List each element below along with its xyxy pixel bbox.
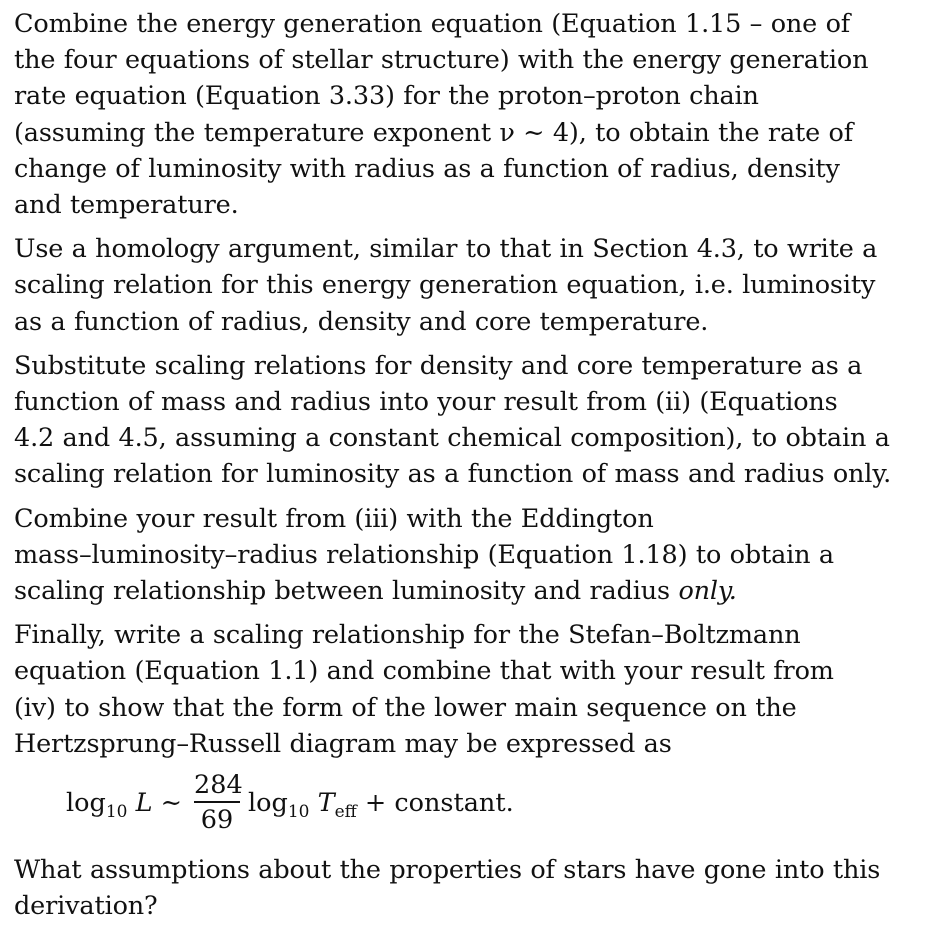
text-line: 4.2 and 4.5, assuming a constant chemical composition), to obtain a (14, 423, 890, 454)
log-base: 10 (287, 802, 310, 823)
fraction-numerator: 284 (194, 770, 243, 801)
text-line: Combine your result from (iii) with the Eddington (14, 503, 654, 534)
fraction (194, 770, 243, 835)
text-line: Hertzsprung–Russell diagram may be expressed as (14, 728, 672, 759)
text-line: derivation? (14, 891, 158, 922)
text-line: as a function of radius, density and core temperature. (14, 306, 709, 337)
final-question (14, 852, 914, 924)
emphasis-only: only. (678, 576, 737, 607)
paragraph-step-v (14, 617, 914, 762)
text-line (14, 573, 914, 609)
log-function: log (248, 788, 288, 819)
scaling-symbol: ∼ (160, 788, 183, 819)
equation-lhs (66, 788, 182, 822)
text-line: (iv) to show that the form of the lower main sequence on the (14, 692, 797, 723)
log-function: log (66, 788, 106, 819)
text-line: change of luminosity with radius as a function of radius, density (14, 153, 840, 184)
text-line: Substitute scaling relations for density and core temperature as a (14, 350, 863, 381)
text-line: Use a homology argument, similar to that in Section 4.3, to write a (14, 234, 878, 265)
temperature-subscript: eff (334, 802, 357, 823)
text-line: scaling relation for this energy generation equation, i.e. luminosity (14, 270, 876, 301)
text-line: Combine the energy generation equation (Equation 1.15 – one of (14, 9, 851, 39)
text-run: scaling relationship between luminosity and radius (14, 576, 679, 607)
text-line: mass–luminosity–radius relationship (Equation 1.18) to obtain a (14, 539, 834, 570)
paragraph-step-iv (14, 501, 914, 610)
equation-rhs (248, 788, 514, 822)
text-line: Finally, write a scaling relationship for the Stefan–Boltzmann (14, 620, 801, 651)
text-line: equation (Equation 1.1) and combine that with your result from (14, 656, 834, 687)
text-line: rate equation (Equation 3.33) for the proton–proton chain (14, 81, 759, 112)
display-equation (14, 770, 914, 840)
paragraph-step-iii (14, 348, 914, 493)
text-line: scaling relation for luminosity as a function of mass and radius only. (14, 459, 892, 490)
paragraph-step-ii (14, 231, 914, 340)
luminosity-symbol: L (135, 788, 153, 819)
fraction-bar (194, 801, 240, 803)
paragraph-step-i (14, 6, 914, 223)
text-line: and temperature. (14, 190, 239, 221)
fraction-denominator: 69 (200, 804, 234, 835)
text-line: function of mass and radius into your result from (ii) (Equations (14, 387, 838, 418)
text-line: What assumptions about the properties of stars have gone into this (14, 855, 881, 886)
log-base: 10 (105, 802, 128, 823)
text-line: the four equations of stellar structure) with the energy generation (14, 45, 869, 76)
document-page (14, 6, 914, 932)
text-line: (assuming the temperature exponent ν ∼ 4), to obtain the rate of (14, 117, 853, 148)
temperature-symbol: T (317, 788, 335, 819)
constant-term: + constant. (364, 788, 514, 819)
